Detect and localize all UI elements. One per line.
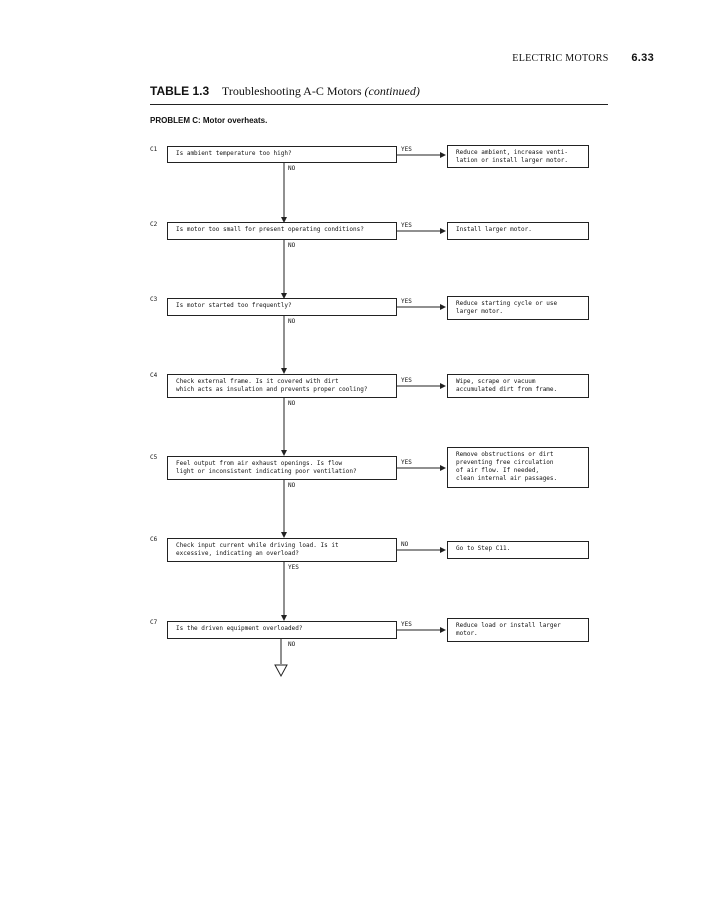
continue-label-c3: NO — [288, 318, 296, 325]
table-title-suffix: (continued) — [364, 84, 420, 98]
branch-label-c7: YES — [401, 621, 412, 628]
action-box-c2: Install larger motor. — [447, 222, 589, 240]
action-box-c7: Reduce load or install larger motor. — [447, 618, 589, 642]
branch-label-c2: YES — [401, 222, 412, 229]
question-box-c4: Check external frame. Is it covered with dirt which acts as insulation and prevents proper cooling? — [167, 374, 397, 398]
question-box-c5: Feel output from air exhaust openings. Is flow light or inconsistent indicating poor ventilation? — [167, 456, 397, 480]
action-box-c5: Remove obstructions or dirt preventing free circulation of air flow. If needed, clean internal air passages. — [447, 447, 589, 488]
step-id-c3: C3 — [150, 296, 158, 303]
step-id-c5: C5 — [150, 454, 158, 461]
question-box-c6: Check input current while driving load. Is it excessive, indicating an overload? — [167, 538, 397, 562]
branch-label-c4: YES — [401, 377, 412, 384]
continue-label-c4: NO — [288, 400, 296, 407]
branch-label-c3: YES — [401, 298, 412, 305]
action-box-c1: Reduce ambient, increase venti- lation or install larger motor. — [447, 145, 589, 168]
action-box-c6: Go to Step C11. — [447, 541, 589, 559]
action-box-c4: Wipe, scrape or vacuum accumulated dirt from frame. — [447, 374, 589, 398]
continue-label-c5: NO — [288, 482, 296, 489]
branch-label-c1: YES — [401, 146, 412, 153]
page-number: 6.33 — [631, 52, 654, 64]
question-box-c3: Is motor started too frequently? — [167, 298, 397, 316]
problem-heading: PROBLEM C: Motor overheats. — [150, 116, 268, 125]
branch-label-c6: NO — [401, 541, 409, 548]
question-box-c7: Is the driven equipment overloaded? — [167, 621, 397, 639]
section-label: ELECTRIC MOTORS — [512, 53, 609, 64]
question-box-c1: Is ambient temperature too high? — [167, 146, 397, 163]
question-box-c2: Is motor too small for present operating conditions? — [167, 222, 397, 240]
step-id-c1: C1 — [150, 146, 158, 153]
branch-label-c5: YES — [401, 459, 412, 466]
continue-label-c7: NO — [288, 641, 296, 648]
continue-label-c1: NO — [288, 165, 296, 172]
continue-label-c6: YES — [288, 564, 299, 571]
table-title-text: Troubleshooting A-C Motors — [221, 84, 362, 98]
step-id-c7: C7 — [150, 619, 158, 626]
continuation-triangle — [275, 665, 287, 676]
step-id-c2: C2 — [150, 221, 158, 228]
step-id-c6: C6 — [150, 536, 158, 543]
step-id-c4: C4 — [150, 372, 158, 379]
table-number: TABLE 1.3 — [150, 84, 210, 98]
continue-label-c2: NO — [288, 242, 296, 249]
action-box-c3: Reduce starting cycle or use larger motor. — [447, 296, 589, 320]
